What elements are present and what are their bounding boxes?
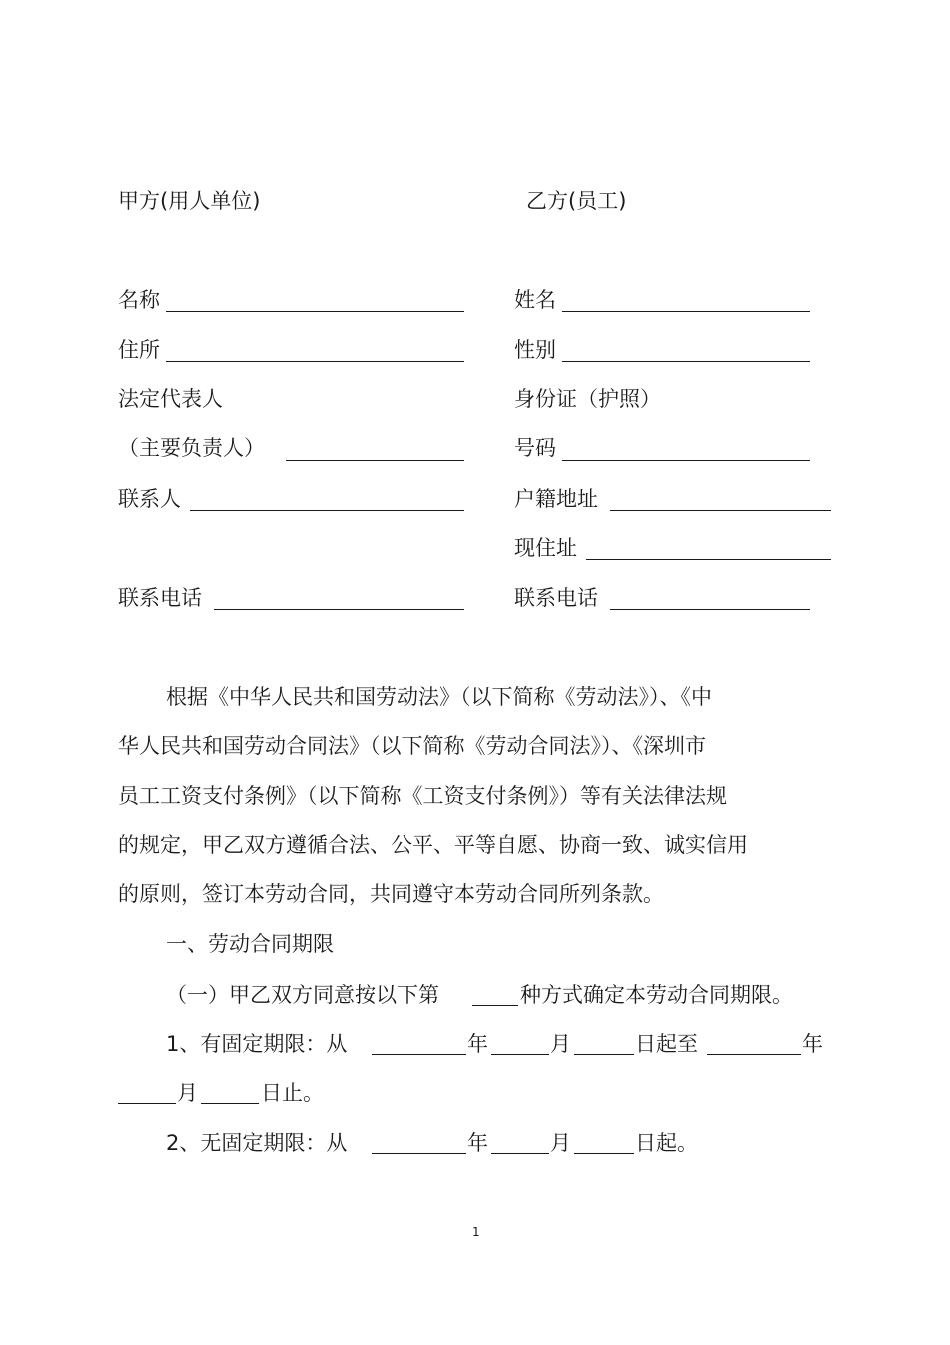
party-a-principal-label: （主要负责人） <box>118 436 265 460</box>
party-b-current-address-label: 现住址 <box>514 536 577 560</box>
page-number: 1 <box>472 1225 480 1239</box>
fixed-end-year-blank[interactable] <box>707 1054 801 1055</box>
party-b-current-address-blank[interactable] <box>586 559 831 560</box>
party-b-id-card-label: 身份证（护照） <box>514 387 661 411</box>
party-a-address-label: 住所 <box>118 338 160 362</box>
fixed-start-day-blank[interactable] <box>574 1054 634 1055</box>
fixed-start-year-unit: 年 <box>467 1032 488 1056</box>
party-b-phone-label: 联系电话 <box>514 586 598 610</box>
party-b-household-address-label: 户籍地址 <box>514 487 598 511</box>
party-a-phone-label: 联系电话 <box>118 586 202 610</box>
party-a-principal-blank[interactable] <box>286 460 464 461</box>
party-a-contact-label: 联系人 <box>118 487 181 511</box>
fixed-end-month-unit: 月 <box>177 1081 198 1105</box>
open-start-year-unit: 年 <box>467 1131 488 1155</box>
open-start-month-unit: 月 <box>550 1131 571 1155</box>
fixed-end-month-blank[interactable] <box>118 1103 176 1104</box>
fixed-start-day-unit: 日起至 <box>635 1032 698 1056</box>
preamble-line-5: 的原则，签订本劳动合同，共同遵守本劳动合同所列条款。 <box>118 882 664 906</box>
fixed-end-day-blank[interactable] <box>201 1103 259 1104</box>
fixed-end-year-unit: 年 <box>802 1032 823 1056</box>
party-b-gender-label: 性别 <box>514 338 556 362</box>
party-a-heading: 甲方(用人单位) <box>118 189 261 213</box>
open-start-day-blank[interactable] <box>574 1153 634 1154</box>
party-b-name-label: 姓名 <box>514 288 556 312</box>
party-b-name-blank[interactable] <box>562 311 810 312</box>
fixed-start-month-unit: 月 <box>550 1032 571 1056</box>
party-a-name-label: 名称 <box>118 288 160 312</box>
clause-method-prefix: （一）甲乙双方同意按以下第 <box>166 983 439 1007</box>
open-start-day-unit: 日起。 <box>635 1131 698 1155</box>
clause-method-suffix: 种方式确定本劳动合同期限。 <box>520 983 793 1007</box>
party-b-phone-blank[interactable] <box>610 609 810 610</box>
fixed-start-month-blank[interactable] <box>491 1054 549 1055</box>
section-1-title: 一、劳动合同期限 <box>166 932 334 956</box>
party-b-heading: 乙方(员工) <box>526 189 627 213</box>
party-b-household-address-blank[interactable] <box>610 510 831 511</box>
party-b-id-number-label: 号码 <box>514 436 556 460</box>
party-b-id-number-blank[interactable] <box>562 460 810 461</box>
preamble-line-4: 的规定，甲乙双方遵循合法、公平、平等自愿、协商一致、诚实信用 <box>118 833 748 857</box>
party-b-gender-blank[interactable] <box>562 361 810 362</box>
clause-method-blank[interactable] <box>472 1005 518 1006</box>
party-a-legal-rep-label: 法定代表人 <box>118 387 223 411</box>
preamble-line-3: 员工工资支付条例》（以下简称《工资支付条例》）等有关法律法规 <box>118 784 727 808</box>
fixed-end-day-unit: 日止。 <box>261 1081 324 1105</box>
open-start-year-blank[interactable] <box>372 1153 466 1154</box>
open-start-month-blank[interactable] <box>491 1153 549 1154</box>
preamble-line-2: 华人民共和国劳动合同法》（以下简称《劳动合同法》）、《深圳市 <box>118 734 706 758</box>
party-a-address-blank[interactable] <box>166 361 464 362</box>
party-a-phone-blank[interactable] <box>214 609 464 610</box>
preamble-line-1: 根据《中华人民共和国劳动法》（以下简称《劳动法》）、《中 <box>166 685 712 709</box>
party-a-name-blank[interactable] <box>166 311 464 312</box>
fixed-term-label: 1、有固定期限：从 <box>166 1032 348 1056</box>
open-term-label: 2、无固定期限：从 <box>166 1131 348 1155</box>
party-a-contact-blank[interactable] <box>190 510 464 511</box>
fixed-start-year-blank[interactable] <box>372 1054 466 1055</box>
